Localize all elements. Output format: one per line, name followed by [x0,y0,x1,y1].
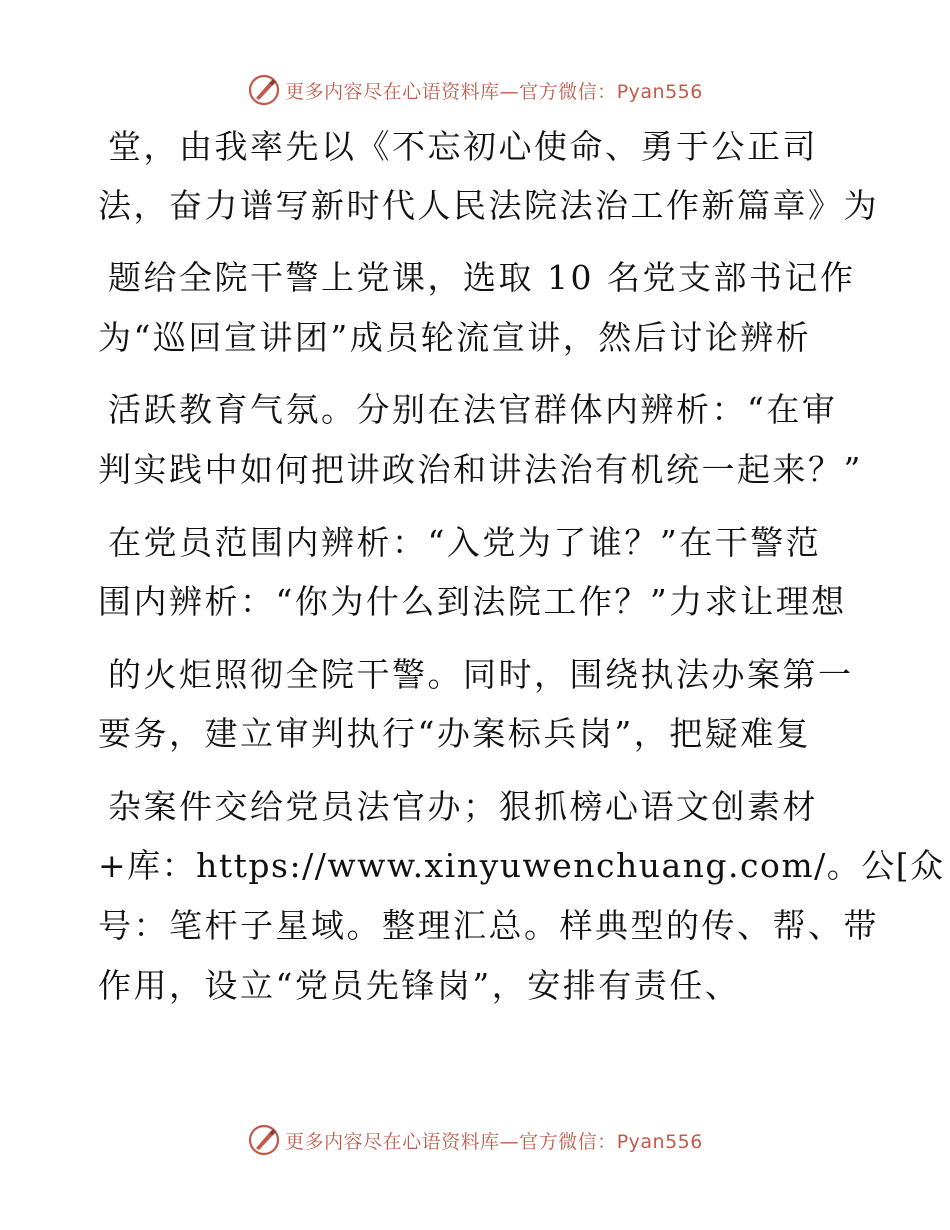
text-line-7: 在党员范围内辨析：“入党为了谁？”在干警范 [108,523,822,562]
text-line-3: 题给全院干警上党课，选取 10 名党支部书记作 [108,258,856,297]
text-line-12: +库：https://www.xinyuwenchuang.com/。公[众 [98,846,945,885]
text-line-5: 活跃教育气氛。分别在法官群体内辨析：“在审 [108,390,838,429]
text-line-2: 法，奋力谱写新时代人民法院法治工作新篇章》为 [98,186,879,225]
text-line-9: 的火炬照彻全院干警。同时，围绕执法办案第一 [108,655,854,694]
footer-watermark [0,1120,950,1160]
text-line-8: 围内辨析：“你为什么到法院工作？”力求让理想 [98,582,847,621]
watermark-text-cn: 更多内容尽在心语资料库 [285,1130,500,1153]
watermark-text-cn-2: 官方微信： [519,1130,617,1153]
watermark-text-cn: 更多内容尽在心语资料库 [285,80,500,103]
text-line-6: 判实践中如何把讲政治和讲法治有机统一起来？” [98,450,863,489]
text-line-13: 号：笔杆子星域。整理汇总。样典型的传、帮、带 [98,906,879,945]
watermark-text [285,1127,703,1154]
watermark-wechat-id: Pyan556 [616,1130,703,1153]
pen-logo-icon [247,1123,281,1157]
text-line-1: 堂，由我率先以《不忘初心使命、勇于公正司 [108,127,818,166]
watermark-text-cn-2: 官方微信： [519,80,617,103]
text-line-10: 要务，建立审判执行“办案标兵岗”，把疑难复 [98,714,812,753]
watermark-wechat-id: Pyan556 [616,80,703,103]
watermark-separator: — [499,80,520,103]
watermark-separator: — [499,1130,520,1153]
text-line-14: 作用，设立“党员先锋岗”，安排有责任、 [98,966,741,1005]
text-line-4: 为“巡回宣讲团”成员轮流宣讲，然后讨论辨析 [98,318,812,357]
text-line-11: 杂案件交给党员法官办；狠抓榜心语文创素材 [108,787,818,826]
